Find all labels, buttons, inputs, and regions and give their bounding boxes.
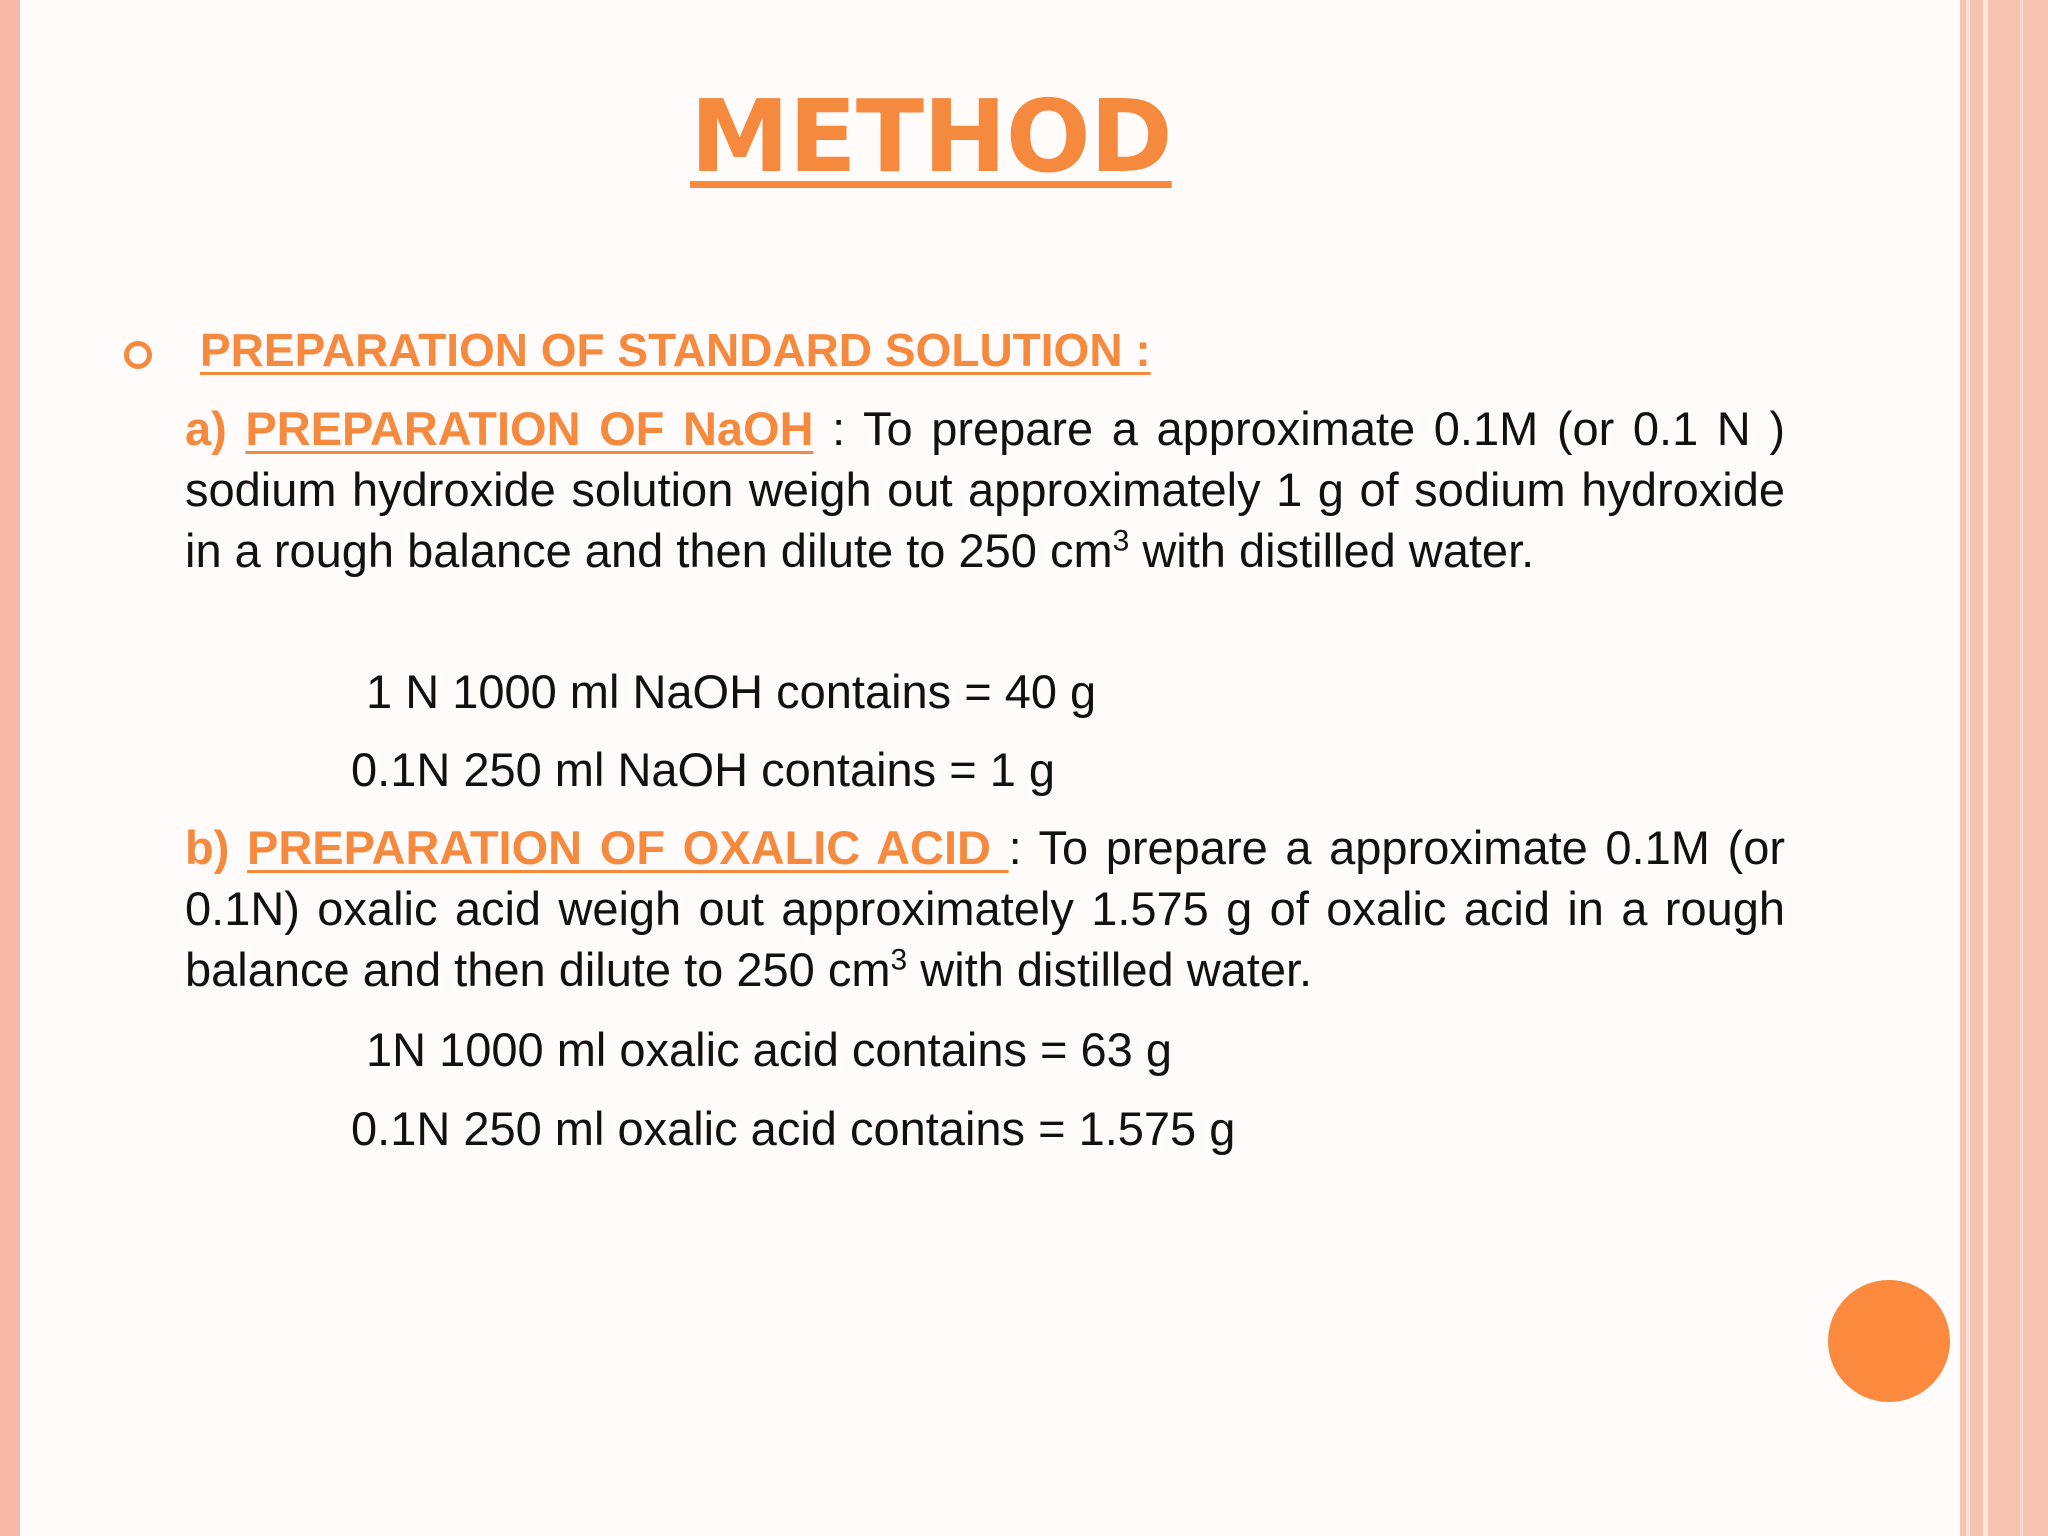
part-a-label: PREPARATION OF NaOH [245, 402, 814, 455]
section-heading [200, 322, 1151, 378]
right-border-stripe [1983, 0, 1988, 1536]
paragraph-oxalic-acid [185, 817, 1785, 1000]
naoh-calculation-2: 0.1N 250 ml NaOH contains = 1 g [351, 743, 1056, 796]
section-heading-text: PREPARATION OF STANDARD SOLUTION [200, 324, 1123, 376]
part-b-superscript: 3 [890, 943, 908, 977]
part-b-text-end: with distilled water. [907, 943, 1313, 996]
naoh-calculation-1: 1 N 1000 ml NaOH contains = 40 g [366, 665, 1097, 718]
right-border [1960, 0, 2048, 1536]
right-border-stripe [2020, 0, 2023, 1536]
part-a-letter: a) [185, 402, 227, 455]
section-heading-colon: : [1122, 324, 1151, 376]
left-border [0, 0, 20, 1536]
paragraph-naoh [185, 398, 1785, 581]
part-b-text: : To prepare a approximate 0.1M (or 0.1N) oxalic acid weigh out approximately 1.575 g of oxalic acid in a rough balance and then dilute to 250 cm [185, 821, 1785, 996]
bullet-circle-icon [124, 341, 152, 369]
part-a-superscript: 3 [1112, 524, 1130, 558]
slide-title: METHOD [690, 78, 1172, 195]
part-a-text-end: with distilled water. [1129, 524, 1535, 577]
oxalic-calculation-1: 1N 1000 ml oxalic acid contains = 63 g [366, 1023, 1172, 1076]
part-b-label: PREPARATION OF OXALIC ACID [247, 821, 1009, 874]
part-a-text: : To prepare a approximate 0.1M (or 0.1 N ) sodium hydroxide solution weigh out approximately 1 g of sodium hydroxide in a rough balance and then dilute to 250 cm [185, 402, 1785, 577]
part-b-letter: b) [185, 821, 230, 874]
oxalic-calculation-2: 0.1N 250 ml oxalic acid contains = 1.575 g [351, 1102, 1236, 1155]
right-border-stripe [1966, 0, 1970, 1536]
decorative-orange-circle [1828, 1280, 1950, 1402]
